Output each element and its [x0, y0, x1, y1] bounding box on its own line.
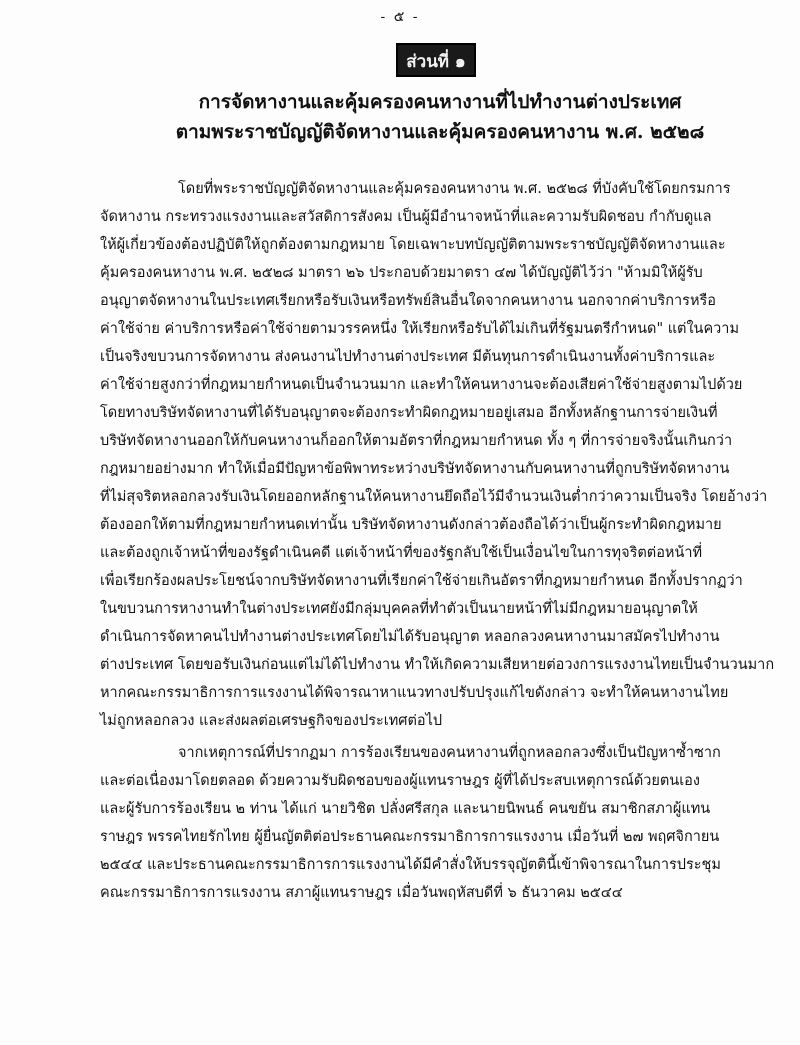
paragraph-line: คุ้มครองคนหางาน พ.ศ. ๒๕๒๘ มาตรา ๒๖ ประกอบด้วยมาตรา ๔๗ ได้บัญญัติไว้ว่า "ห้ามมิให้ผู้รับ	[100, 265, 703, 281]
paragraph-line: ให้ผู้เกี่ยวข้องต้องปฏิบัติให้ถูกต้องตามกฎหมาย โดยเฉพาะบทบัญญัติตามพระราชบัญญัติจัดหางานและ	[100, 237, 726, 253]
paragraph-line: บริษัทจัดหางานออกให้กับคนหางานก็ออกให้ตามอัตราที่กฎหมายกำหนด ทั้ง ๆ ที่การจ่ายจริงนั้นเกินกว่า	[100, 433, 733, 449]
paragraph-line: ค่าใช้จ่าย ค่าบริการหรือค่าใช้จ่ายตามวรรคหนึ่ง ให้เรียกหรือรับได้ไม่เกินที่รัฐมนตรีกำหนด" แต่ในความ	[100, 321, 740, 337]
paragraph-line: คณะกรรมาธิการการแรงงาน สภาผู้แทนราษฎร เมื่อวันพฤหัสบดีที่ ๖ ธันวาคม ๒๕๔๔	[100, 885, 623, 901]
body-paragraph-1	[100, 175, 775, 735]
paragraph-line: และต่อเนื่องมาโดยตลอด ด้วยความรับผิดชอบของผู้แทนราษฎร ผู้ที่ได้ประสบเหตุการณ์ด้วยตนเอง	[100, 773, 700, 789]
paragraph-line: ต่างประเทศ โดยขอรับเงินก่อนแต่ไม่ได้ไปทำงาน ทำให้เกิดความเสียหายต่อวงการแรงงานไทยเป็นจำนวนมาก	[100, 657, 775, 673]
section-badge: ส่วนที่ ๑	[396, 43, 476, 77]
document-title-line-2: ตามพระราชบัญญัติจัดหางานและคุ้มครองคนหางาน พ.ศ. ๒๕๒๘	[175, 121, 705, 143]
paragraph-line: ดำเนินการจัดหาคนไปทำงานต่างประเทศโดยไม่ได้รับอนุญาต หลอกลวงคนหางานมาสมัครไปทำงาน	[100, 629, 720, 645]
paragraph-line: จัดหางาน กระทรวงแรงงานและสวัสดิการสังคม เป็นผู้มีอำนาจหน้าที่และความรับผิดชอบ กำกับดูแล	[100, 209, 712, 225]
paragraph-line: กฎหมายอย่างมาก ทำให้เมื่อมีปัญหาข้อพิพาทระหว่างบริษัทจัดหางานกับคนหางานที่ถูกบริษัทจัดหางาน	[100, 461, 730, 477]
body-paragraph-2	[100, 739, 720, 907]
paragraph-line: ค่าใช้จ่ายสูงกว่าที่กฎหมายกำหนดเป็นจำนวนมาก และทำให้คนหางานจะต้องเสียค่าใช้จ่ายสูงตามไปด้วย	[100, 377, 743, 393]
paragraph-line: โดยที่พระราชบัญญัติจัดหางานและคุ้มครองคนหางาน พ.ศ. ๒๕๒๘ ที่บังคับใช้โดยกรมการ	[178, 181, 731, 197]
paragraph-line: เป็นจริงขบวนการจัดหางาน ส่งคนงานไปทำงานต่างประเทศ มีต้นทุนการดำเนินงานทั้งค่าบริการและ	[100, 349, 716, 365]
paragraph-line: และต้องถูกเจ้าหน้าที่ของรัฐดำเนินคดี แต่เจ้าหน้าที่ของรัฐกลับใช้เป็นเงื่อนไขในการทุจริตต่อหน้าที่	[100, 545, 703, 561]
paragraph-line: ที่ไม่สุจริตหลอกลวงรับเงินโดยออกหลักฐานให้คนหางานยึดถือไว้มีจำนวนเงินต่ำกว่าความเป็นจริง โดยอ้างว่า	[100, 489, 768, 505]
paragraph-line: อนุญาตจัดหางานในประเทศเรียกหรือรับเงินหรือทรัพย์สินอื่นใดจากคนหางาน นอกจากค่าบริการหรือ	[100, 293, 717, 309]
paragraph-line: ๒๕๔๔ และประธานคณะกรรมาธิการการแรงงานได้มีคำสั่งให้บรรจุญัตตินี้เข้าพิจารณาในการประชุม	[100, 857, 721, 873]
paragraph-line: และผู้รับการร้องเรียน ๒ ท่าน ได้แก่ นายวิชิต ปลั่งศรีสกุล และนายนิพนธ์ คนขยัน สมาชิกสภาผู้แทน	[100, 801, 711, 817]
paragraph-line: ไม่ถูกหลอกลวง และส่งผลต่อเศรษฐกิจของประเทศต่อไป	[100, 713, 443, 729]
paragraph-line: โดยทางบริษัทจัดหางานที่ได้รับอนุญาตจะต้องกระทำผิดกฎหมายอยู่เสมอ อีกทั้งหลักฐานการจ่ายเงินที่	[100, 405, 718, 421]
page-number: - ๕ -	[380, 9, 420, 25]
document-title-line-1: การจัดหางานและคุ้มครองคนหางานที่ไปทำงานต่างประเทศ	[198, 91, 682, 113]
paragraph-line: ในขบวนการหางานทำในต่างประเทศยังมีกลุ่มบุคคลที่ทำตัวเป็นนายหน้าที่ไม่มีกฎหมายอนุญาตให้	[100, 601, 698, 617]
paragraph-line: จากเหตุการณ์ที่ปรากฏมา การร้องเรียนของคนหางานที่ถูกหลอกลวงซึ่งเป็นปัญหาซ้ำซาก	[178, 745, 721, 761]
paragraph-line: หากคณะกรรมาธิการการแรงงานได้พิจารณาหาแนวทางปรับปรุงแก้ไขดังกล่าว จะทำให้คนหางานไทย	[100, 685, 729, 701]
paragraph-line: ราษฎร พรรคไทยรักไทย ผู้ยื่นญัตติต่อประธานคณะกรรมาธิการการแรงงาน เมื่อวันที่ ๒๗ พฤศจิกายน	[100, 829, 720, 845]
paragraph-line: เพื่อเรียกร้องผลประโยชน์จากบริษัทจัดหางานที่เรียกค่าใช้จ่ายเกินอัตราที่กฎหมายกำหนด อีกทั้งปรากฏว่า	[100, 573, 743, 589]
paragraph-line: ต้องออกให้ตามที่กฎหมายกำหนดเท่านั้น บริษัทจัดหางานดังกล่าวต้องถือได้ว่าเป็นผู้กระทำผิดกฎหมาย	[100, 517, 722, 533]
